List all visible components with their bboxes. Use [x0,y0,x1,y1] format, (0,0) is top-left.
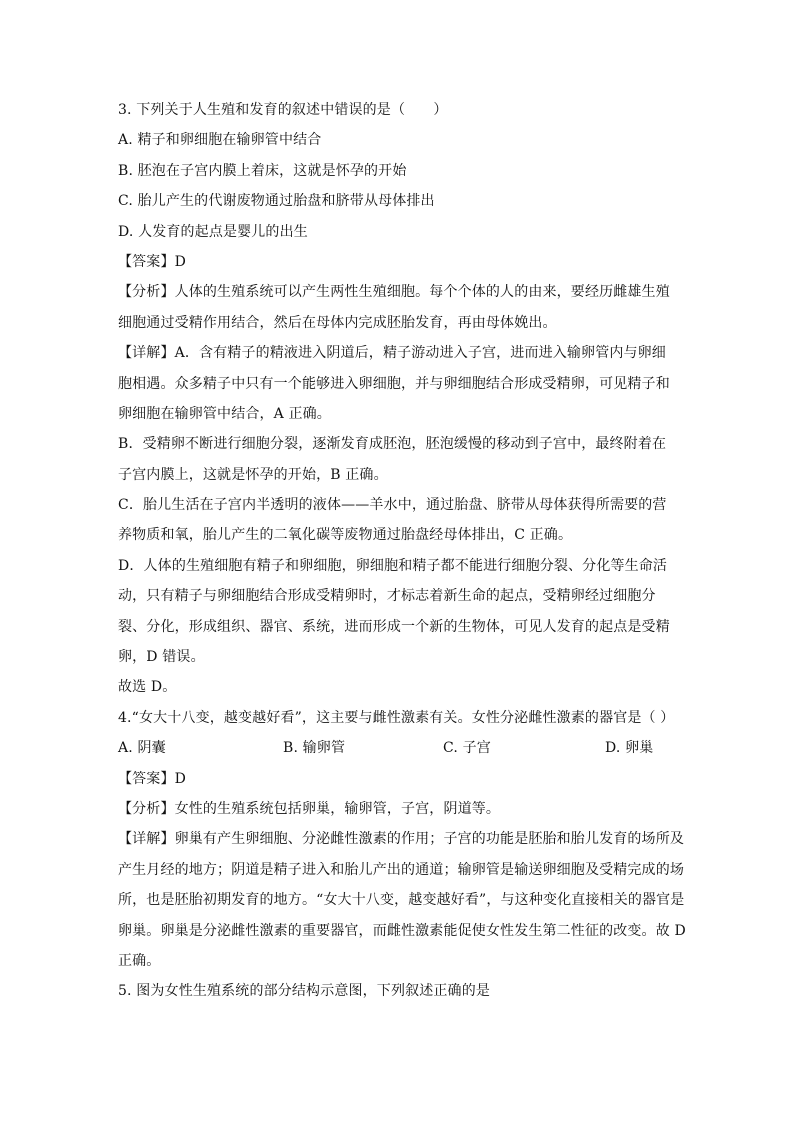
question-3-analysis-line: 【分析】人体的生殖系统可以产生两性生殖细胞。每个个体的人的由来，要经历雌雄生殖 [118,284,670,301]
question-3-detail-line: 养物质和氧，胎儿产生的二氧化碳等废物通过胎盘经母体排出，C 正确。 [118,527,573,544]
question-4-detail-line: 所，也是胚胎初期发育的地方。“女大十八变，越变越好看”，与这种变化直接相关的器官是 [118,892,685,909]
question-4-answer: 【答案】D [118,770,186,787]
question-4-stem: 4.“女大十八变，越变越好看”，这主要与雌性激素有关。女性分泌雌性激素的器官是（ ） [118,709,675,726]
question-3-detail-line: 裂、分化，形成组织、器官、系统，进而形成一个新的生物体，可见人发育的起点是受精 [118,618,670,635]
question-3-option-d: D. 人发育的起点是婴儿的出生 [118,223,308,240]
question-5-stem: 5. 图为女性生殖系统的部分结构示意图，下列叙述正确的是 [118,983,491,1000]
question-3-detail-line: 卵细胞在输卵管中结合，A 正确。 [118,405,331,422]
question-3-conclusion: 故选 D。 [118,679,177,696]
question-4-analysis-line: 【分析】女性的生殖系统包括卵巢，输卵管，子宫，阴道等。 [118,800,501,817]
question-3-detail-line: 胞相遇。众多精子中只有一个能够进入卵细胞，并与卵细胞结合形成受精卵，可见精子和 [118,375,670,392]
question-3-detail-line: D．人体的生殖细胞有精子和卵细胞，卵细胞和精子都不能进行细胞分裂、分化等生命活 [118,557,668,574]
question-3-detail-line: 卵，D 错误。 [118,649,205,666]
question-3-stem: 3. 下列关于人生殖和发育的叙述中错误的是（ ） [118,102,448,118]
question-3-detail-line: C．胎儿生活在子宫内半透明的液体——羊水中，通过胎盘、脐带从母体获得所需要的营 [118,497,667,514]
question-3-option-c: C. 胎儿产生的代谢废物通过胎盘和脐带从母体排出 [118,193,435,210]
question-4-options [118,738,684,758]
question-4-option-c: C. 子宫 [443,740,491,757]
question-3-detail-line: 子宫内膜上，这就是怀孕的开始，B 正确。 [118,466,388,483]
question-3-detail-line: B．受精卵不断进行细胞分裂，逐渐发育成胚泡，胚泡缓慢的移动到子宫中，最终附着在 [118,436,667,453]
document-content [118,100,684,1012]
question-4-detail-line: 【详解】卵巢有产生卵细胞、分泌雌性激素的作用；子宫的功能是胚胎和胎儿发育的场所及 [118,831,684,848]
question-4-option-b: B. 输卵管 [283,740,346,757]
question-3-detail-line: 【详解】A．含有精子的精液进入阴道后，精子游动进入子宫，进而进入输卵管内与卵细 [118,345,666,362]
question-4-detail-line: 卵巢。卵巢是分泌雌性激素的重要器官，而雌性激素能促使女性发生第二性征的改变。故 D [118,922,686,939]
question-3-answer: 【答案】D [118,253,186,270]
question-4-option-a: A. 阴囊 [118,740,166,757]
question-4-option-d: D. 卵巢 [605,740,654,757]
question-4-detail-line: 正确。 [118,952,161,969]
question-3-analysis-line: 细胞通过受精作用结合，然后在母体内完成胚胎发育，再由母体娩出。 [118,314,557,331]
question-3-option-b: B. 胚泡在子宫内膜上着床，这就是怀孕的开始 [118,162,407,179]
question-3-detail-line: 动，只有精子与卵细胞结合形成受精卵时，才标志着新生命的起点，受精卵经过细胞分 [118,588,656,605]
question-3-option-a: A. 精子和卵细胞在输卵管中结合 [118,132,322,149]
question-4-detail-line: 产生月经的地方；阴道是精子进入和胎儿产出的通道；输卵管是输送卵细胞及受精完成的场 [118,861,684,878]
